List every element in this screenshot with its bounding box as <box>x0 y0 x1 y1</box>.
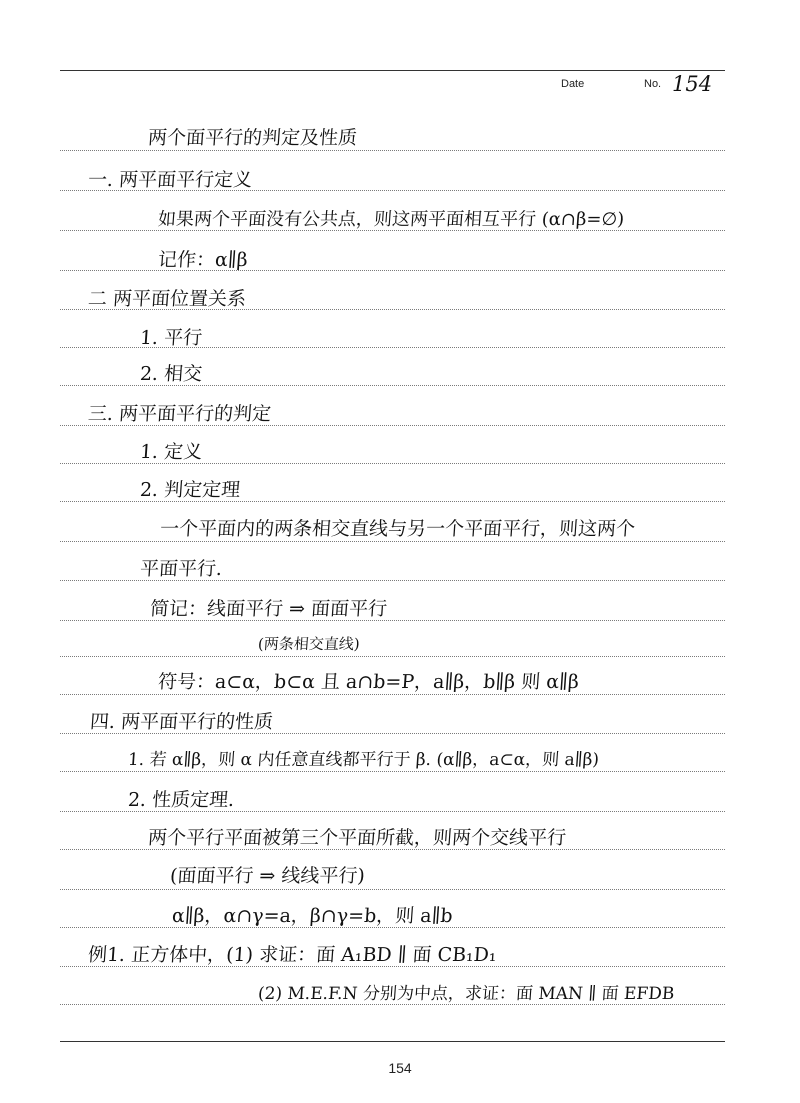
property-item-1: 1. 若 α∥β，则 α 内任意直线都平行于 β. (α∥β，a⊂α，则 a∥β) <box>127 750 600 770</box>
property-item-2: 2. 性质定理. <box>127 789 235 811</box>
ruled-line <box>60 889 725 890</box>
property-shorthand: (面面平行 ⇒ 线线平行) <box>169 865 366 887</box>
list-item-intersect: 2. 相交 <box>139 363 203 385</box>
notation-text: 记作：α∥β <box>157 249 249 271</box>
definition-text: 如果两个平面没有公共点，则这两平面相互平行 (α∩β=∅) <box>157 209 625 230</box>
list-item-parallel: 1. 平行 <box>139 327 203 349</box>
shorthand-text: 简记：线面平行 ⇒ 面面平行 <box>149 598 388 620</box>
footer-rule <box>60 1041 725 1042</box>
date-label: Date <box>561 78 585 90</box>
property-theorem-text: 两个平行平面被第三个平面所截，则两个交线平行 <box>147 827 567 849</box>
list-item-definition: 1. 定义 <box>139 441 203 463</box>
theorem-text-cont: 平面平行. <box>139 558 223 580</box>
symbol-text: 符号：a⊂α，b⊂α 且 a∩b=P，a∥β，b∥β 则 α∥β <box>157 671 580 693</box>
ruled-line <box>60 694 725 695</box>
list-item-theorem: 2. 判定定理 <box>139 479 241 501</box>
ruled-line <box>60 656 725 657</box>
property-symbol: α∥β，α∩γ=a，β∩γ=b，则 a∥b <box>171 905 454 927</box>
example-line-1: 例1. 正方体中，(1) 求证：面 A₁BD ∥ 面 CB₁D₁ <box>87 944 498 966</box>
page-no-value: 154 <box>672 72 713 96</box>
example-line-2: (2) M.E.F.N 分别为中点，求证：面 MAN ∥ 面 EFDB <box>257 984 675 1004</box>
page-no-label: No. <box>644 78 662 90</box>
theorem-text: 一个平面内的两条相交直线与另一个平面平行，则这两个 <box>159 518 636 540</box>
ruled-line <box>60 541 725 542</box>
page-number: 154 <box>388 1060 412 1076</box>
section-heading-3: 三. 两平面平行的判定 <box>87 403 272 425</box>
header-rule <box>60 70 725 71</box>
ruled-line <box>60 150 725 151</box>
note-title: 两个面平行的判定及性质 <box>147 127 358 149</box>
shorthand-note: (两条相交直线) <box>257 635 361 653</box>
section-heading-4: 四. 两平面平行的性质 <box>89 711 274 733</box>
section-heading-2: 二 两平面位置关系 <box>87 288 247 310</box>
section-heading-1: 一. 两平面平行定义 <box>87 169 253 191</box>
